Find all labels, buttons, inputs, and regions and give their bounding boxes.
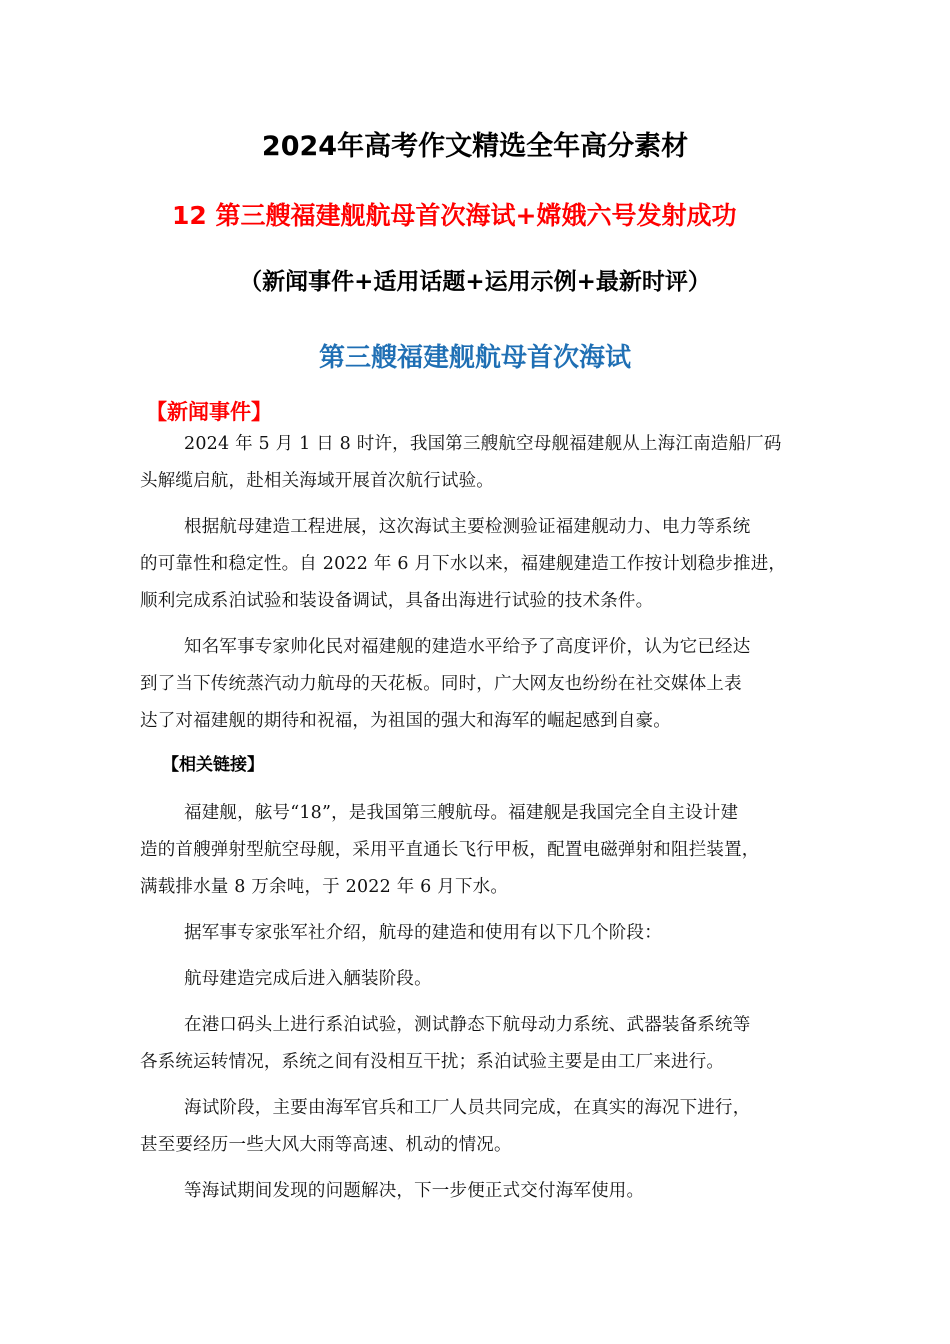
paragraph-line: 知名军事专家帅化民对福建舰的建造水平给予了高度评价，认为它已经达 — [184, 637, 751, 657]
paragraph-line: 甚至要经历一些大风大雨等高速、机动的情况。 — [140, 1135, 512, 1155]
paragraph-line: 满载排水量 8 万余吨，于 2022 年 6 月下水。 — [140, 877, 509, 897]
news-event-tag: 【新闻事件】 — [146, 400, 272, 424]
paren-title: （新闻事件+适用话题+运用示例+最新时评） — [239, 269, 711, 295]
paragraph-line: 航母建造完成后进入舾装阶段。 — [184, 969, 432, 989]
paragraph-line: 在港口码头上进行系泊试验，测试静态下航母动力系统、武器装备系统等 — [184, 1015, 751, 1035]
paragraph-line: 各系统运转情况，系统之间有没相互干扰；系泊试验主要是由工厂来进行。 — [140, 1052, 725, 1072]
sub-title: 12 第三艘福建舰航母首次海试+嫦娥六号发射成功 — [172, 201, 737, 230]
paragraph-line: 达了对福建舰的期待和祝福，为祖国的强大和海军的崛起感到自豪。 — [140, 711, 671, 731]
paragraph-line: 的可靠性和稳定性。自 2022 年 6 月下水以来，福建舰建造工作按计划稳步推进， — [140, 554, 787, 574]
paragraph-line: 据军事专家张军社介绍，航母的建造和使用有以下几个阶段： — [184, 923, 662, 943]
section-title: 第三艘福建舰航母首次海试 — [318, 343, 631, 373]
paragraph-line: 福建舰，舷号“18”，是我国第三艘航母。福建舰是我国完全自主设计建 — [184, 803, 739, 823]
related-link-tag: 【相关链接】 — [162, 755, 264, 775]
paragraph-line: 造的首艘弹射型航空母舰，采用平直通长飞行甲板，配置电磁弹射和阻拦装置， — [140, 840, 760, 860]
main-title: 2024年高考作文精选全年高分素材 — [261, 131, 689, 162]
paragraph-line: 等海试期间发现的问题解决，下一步便正式交付海军使用。 — [184, 1181, 645, 1201]
paragraph-line: 根据航母建造工程进展，这次海试主要检测验证福建舰动力、电力等系统 — [184, 517, 751, 537]
paragraph-line: 2024 年 5 月 1 日 8 时许，我国第三艘航空母舰福建舰从上海江南造船厂码 — [184, 434, 782, 454]
paragraph-line: 海试阶段，主要由海军官兵和工厂人员共同完成，在真实的海况下进行， — [184, 1098, 751, 1118]
paragraph-line: 到了当下传统蒸汽动力航母的天花板。同时，广大网友也纷纷在社交媒体上表 — [140, 674, 742, 694]
paragraph-line: 头解缆启航，赴相关海域开展首次航行试验。 — [140, 471, 494, 491]
paragraph-line: 顺利完成系泊试验和装设备调试，具备出海进行试验的技术条件。 — [140, 591, 654, 611]
